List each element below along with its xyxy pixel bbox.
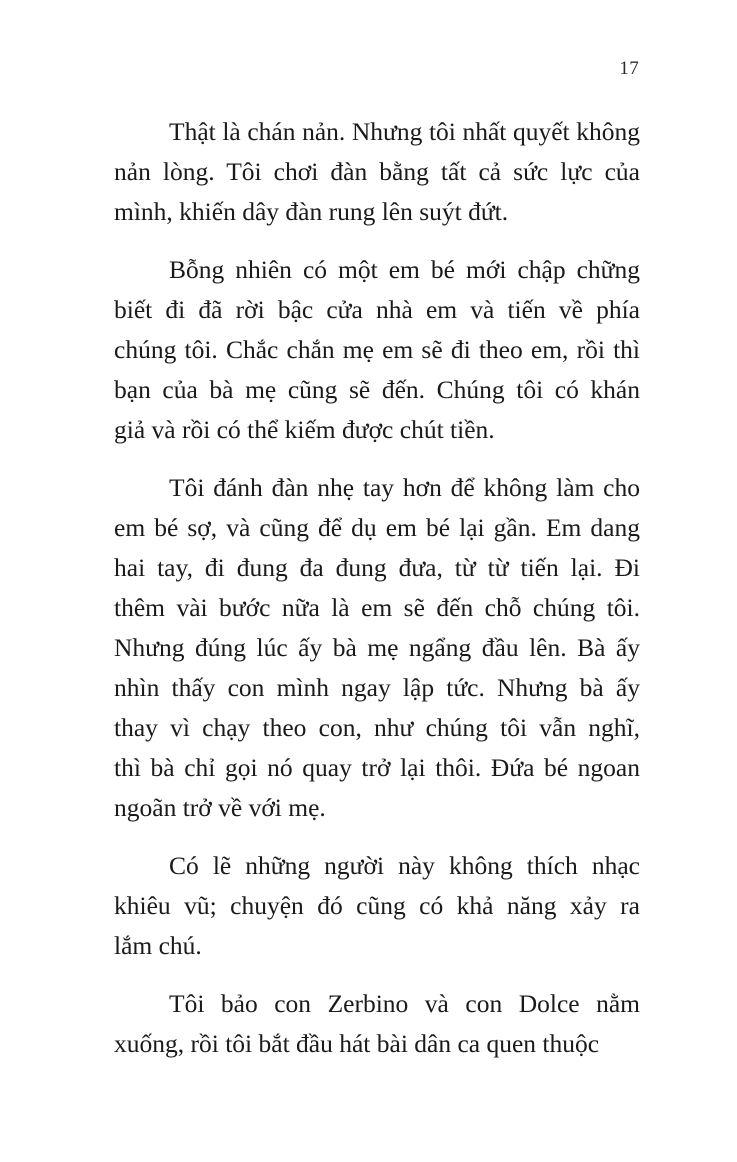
text-line: Có lẽ những người này không thích nhạc [169,851,640,880]
text-line: Bỗng nhiên có một em bé mới chập chững [169,255,640,284]
text-line: chúng tôi. Chắc chắn mẹ em sẽ đi theo em, rồi thì [114,335,640,364]
text-line: em bé sợ, và cũng để dụ em bé lại gần. Em dang [114,513,640,542]
text-line: thay vì chạy theo con, như chúng tôi vẫn nghĩ, [114,713,640,742]
text-line: biết đi đã rời bậc cửa nhà em và tiến về phía [114,295,640,324]
text-line: thêm vài bước nữa là em sẽ đến chỗ chúng tôi. [114,593,640,622]
text-line: Tôi bảo con Zerbino và con Dolce nằm [169,989,640,1018]
text-line: Nhưng đúng lúc ấy bà mẹ ngẩng đầu lên. Bà ấy [114,633,640,662]
text-line: ngoãn trở về với mẹ. [114,793,326,822]
text-line: Tôi đánh đàn nhẹ tay hơn để không làm cho [169,473,640,502]
text-line: Thật là chán nản. Nhưng tôi nhất quyết không [169,117,640,146]
text-line: xuống, rồi tôi bắt đầu hát bài dân ca quen thuộc [114,1029,600,1058]
paragraph [114,250,640,450]
paragraph [114,984,640,1064]
text-line: nhìn thấy con mình ngay lập tức. Nhưng bà ấy [114,673,640,702]
text-line: mình, khiến dây đàn rung lên suýt đứt. [114,197,509,226]
paragraph [114,112,640,232]
text-line: thì bà chỉ gọi nó quay trở lại thôi. Đứa bé ngoan [114,753,640,782]
paragraph [114,846,640,966]
text-line: bạn của bà mẹ cũng sẽ đến. Chúng tôi có khán [114,375,640,404]
text-line: giả và rồi có thể kiếm được chút tiền. [114,415,495,444]
text-line: hai tay, đi đung đa đung đưa, từ từ tiến lại. Đi [114,553,640,582]
text-line: khiêu vũ; chuyện đó cũng có khả năng xảy ra [114,891,640,920]
text-line: nản lòng. Tôi chơi đàn bằng tất cả sức lực của [114,157,640,186]
paragraph [114,468,640,828]
page-number: 17 [619,58,639,79]
text-line: lắm chú. [114,931,202,960]
body-text-block [114,112,640,1064]
